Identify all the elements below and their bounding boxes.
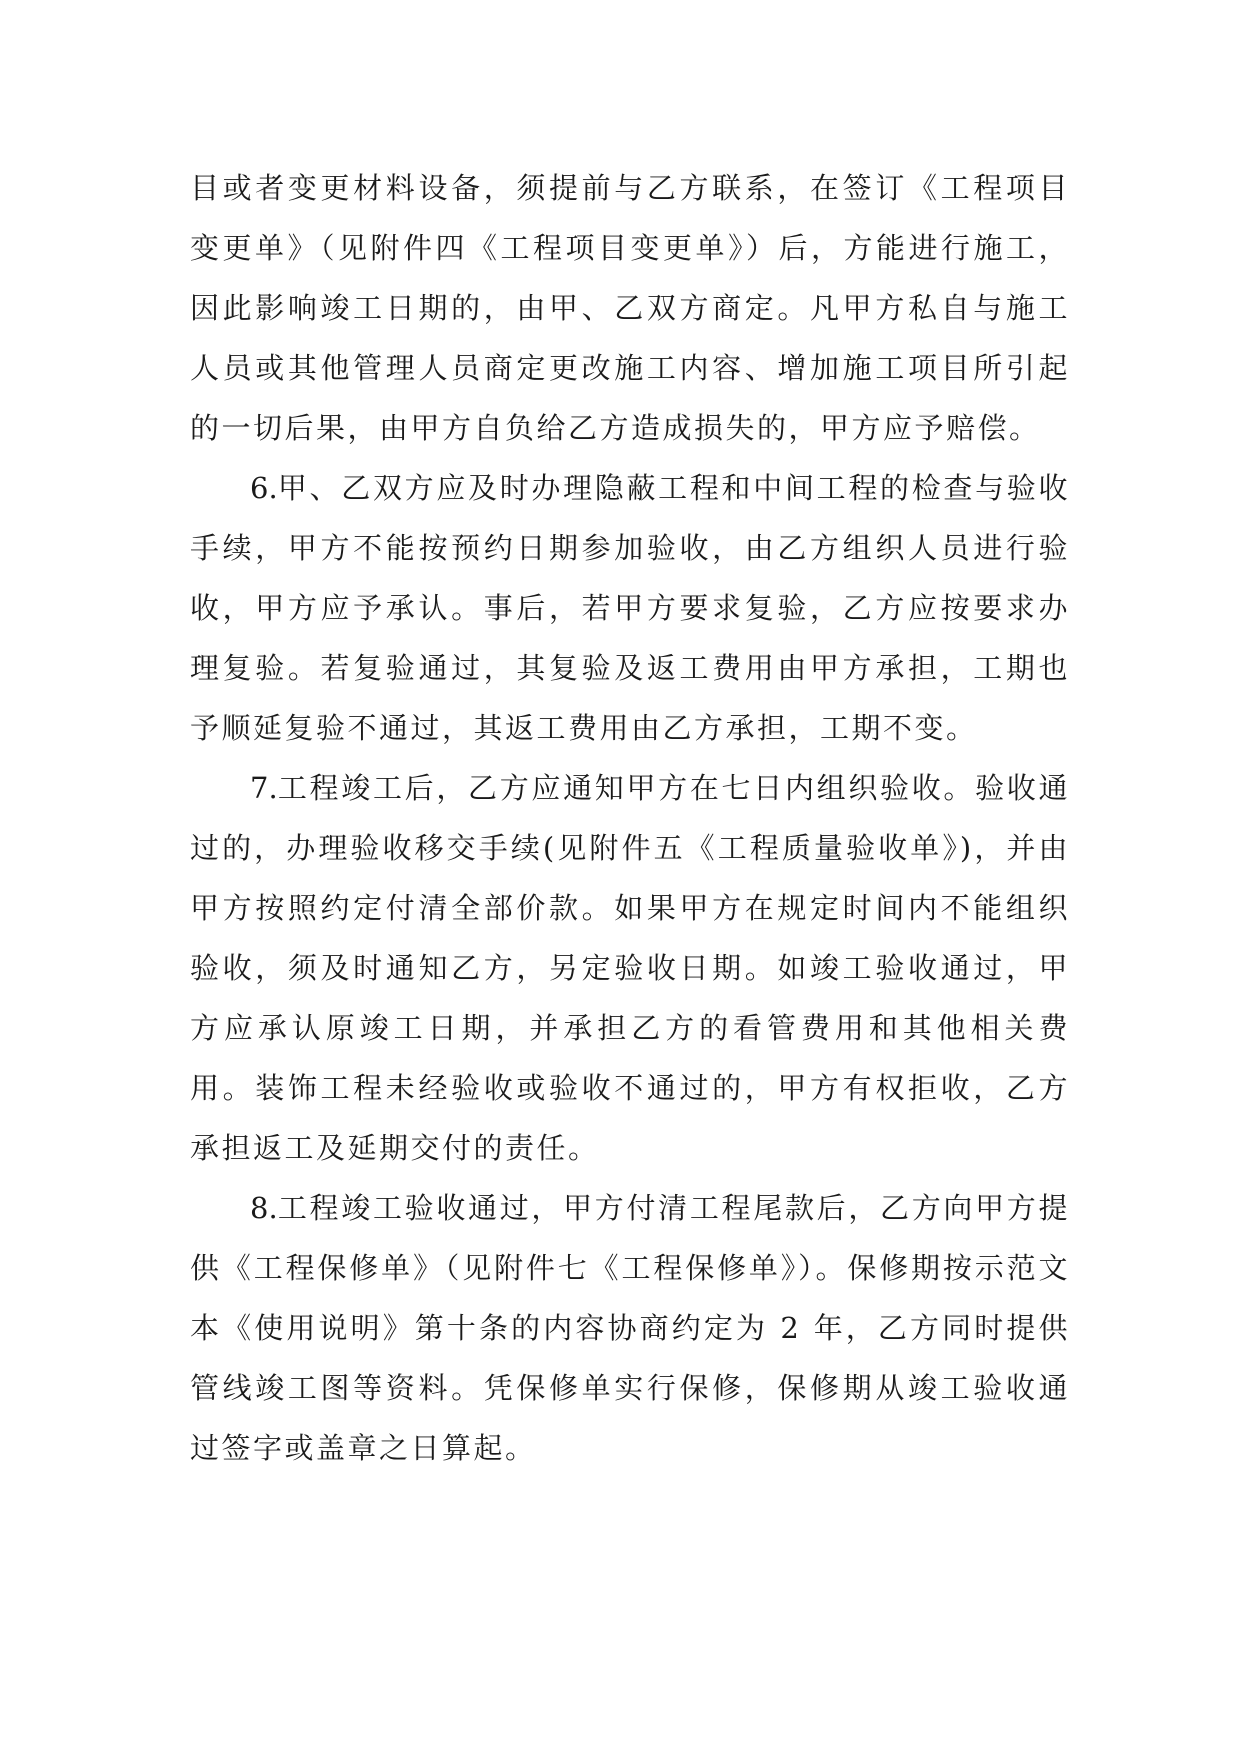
paragraph-6 bbox=[190, 458, 1070, 758]
document-body bbox=[190, 158, 1070, 1478]
paragraph-continued bbox=[190, 158, 1070, 458]
paragraph-number: 7. bbox=[250, 771, 278, 805]
paragraph-8 bbox=[190, 1178, 1070, 1478]
paragraph-number: 8. bbox=[250, 1191, 278, 1225]
paragraph-text: 甲、乙双方应及时办理隐蔽工程和中间工程的检查与验收手续，甲方不能按预约日期参加验收，由乙方组织人员进行验收，甲方应予承认。事后，若甲方要求复验，乙方应按要求办理复验。若复验通过，其复验及返工费用由甲方承担，工期也予顺延复验不通过，其返工费用由乙方承担，工期不变。 bbox=[190, 471, 1070, 745]
paragraph-text: 工程竣工验收通过，甲方付清工程尾款后，乙方向甲方提供《工程保修单》（见附件七《工程保修单》）。保修期按示范文本《使用说明》第十条的内容协商约定为 2 年，乙方同时提供管线竣工图等资料。凭保修单实行保修，保修期从竣工验收通过签字或盖章之日算起。 bbox=[190, 1191, 1070, 1465]
paragraph-text: 目或者变更材料设备，须提前与乙方联系，在签订《工程项目变更单》（见附件四《工程项目变更单》）后，方能进行施工，因此影响竣工日期的，由甲、乙双方商定。凡甲方私自与施工人员或其他管理人员商定更改施工内容、增加施工项目所引起的一切后果，由甲方自负给乙方造成损失的，甲方应予赔偿。 bbox=[190, 171, 1070, 445]
paragraph-7 bbox=[190, 758, 1070, 1178]
paragraph-number: 6. bbox=[250, 471, 278, 505]
paragraph-text: 工程竣工后，乙方应通知甲方在七日内组织验收。验收通过的，办理验收移交手续(见附件五《工程质量验收单》)，并由甲方按照约定付清全部价款。如果甲方在规定时间内不能组织验收，须及时通知乙方，另定验收日期。如竣工验收通过，甲方应承认原竣工日期，并承担乙方的看管费用和其他相关费用。装饰工程未经验收或验收不通过的，甲方有权拒收，乙方承担返工及延期交付的责任。 bbox=[190, 771, 1070, 1165]
